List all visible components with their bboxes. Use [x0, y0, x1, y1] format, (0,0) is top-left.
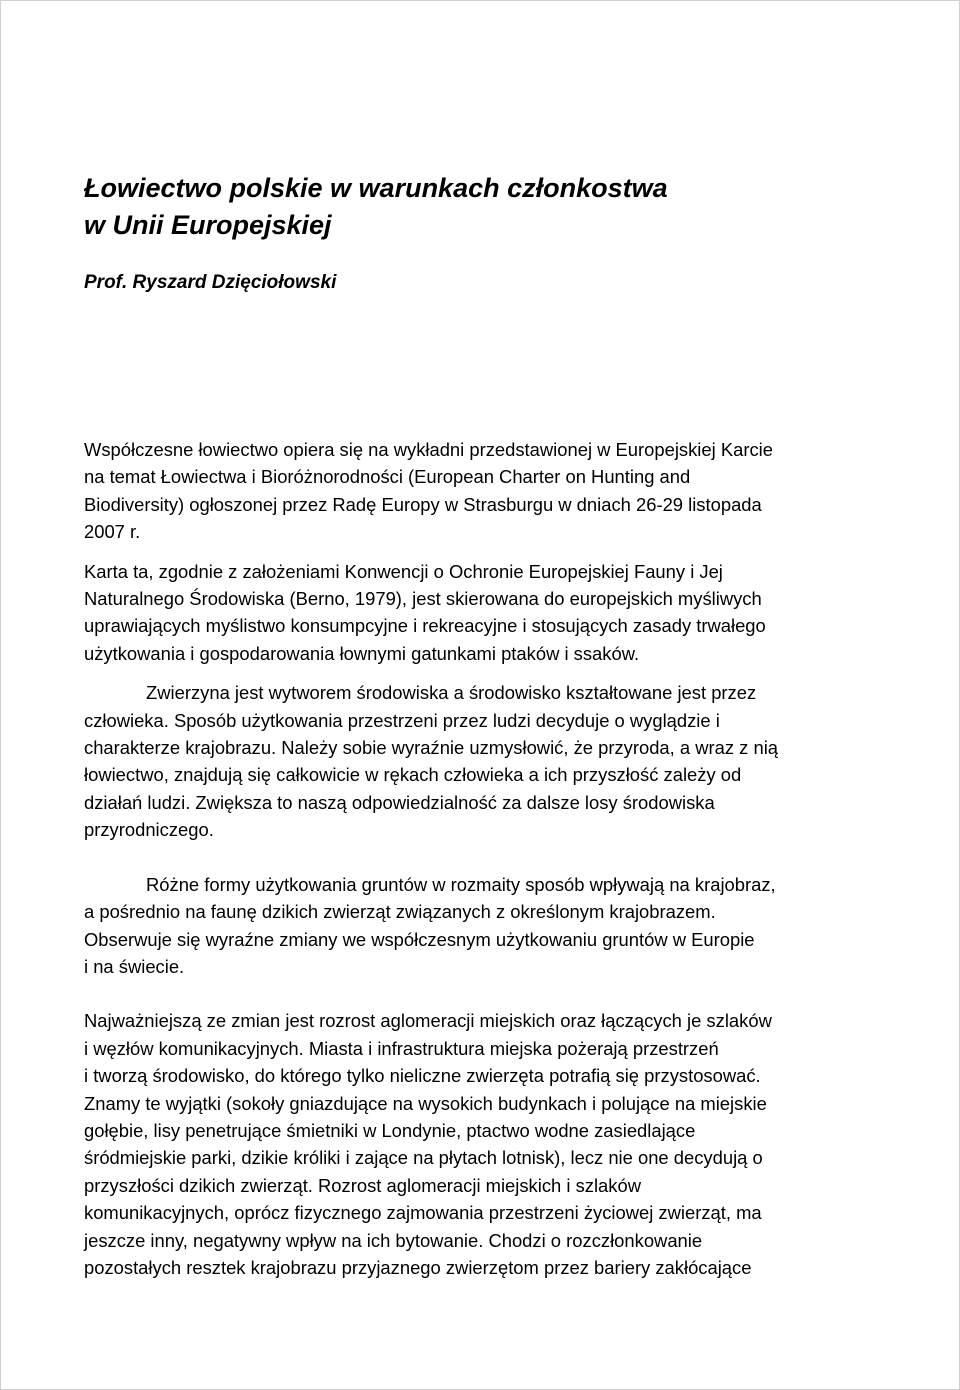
- paragraph: [84, 1007, 884, 1281]
- text-line: gołębie, lisy penetrujące śmietniki w Londynie, ptactwo wodne zasiedlające: [84, 1119, 696, 1141]
- text-line: i tworzą środowisko, do którego tylko nieliczne zwierzęta potrafią się przystosować.: [84, 1065, 761, 1087]
- paragraph: [84, 871, 884, 981]
- text-line: Obserwuje się wyraźne zmiany we współczesnym użytkowaniu gruntów w Europie: [84, 928, 755, 950]
- text-line: przyrodniczego.: [84, 819, 214, 841]
- text-line: Najważniejszą ze zmian jest rozrost aglomeracji miejskich oraz łączących je szlaków: [84, 1010, 772, 1032]
- text-line: na temat Łowiectwa i Bioróżnorodności (European Charter on Hunting and: [84, 466, 691, 488]
- text-line: Naturalnego Środowiska (Berno, 1979), jest skierowana do europejskich myśliwych: [84, 588, 762, 610]
- text-line: komunikacyjnych, oprócz fizycznego zajmowania przestrzeni życiowej zwierząt, ma: [84, 1202, 762, 1224]
- text-line: użytkowania i gospodarowania łownymi gatunkami ptaków i ssaków.: [84, 642, 640, 664]
- paragraph: [84, 558, 884, 668]
- text-line: przyszłości dzikich zwierząt. Rozrost aglomeracji miejskich i szlaków: [84, 1174, 641, 1196]
- text-line: i węzłów komunikacyjnych. Miasta i infrastruktura miejska pożerają przestrzeń: [84, 1037, 719, 1059]
- text-line: Współczesne łowiectwo opiera się na wykładni przedstawionej w Europejskiej Karcie: [84, 439, 773, 460]
- text-line: pozostałych resztek krajobrazu przyjaznego zwierzętom przez bariery zakłócające: [84, 1256, 752, 1278]
- text-line: śródmiejskie parki, dzikie króliki i zające na płytach lotnisk), lecz nie one decydują o: [84, 1147, 763, 1169]
- text-line: Biodiversity) ogłoszonej przez Radę Europy w Strasburgu w dniach 26-29 listopada: [84, 493, 762, 515]
- text-line: a pośrednio na faunę dzikich zwierząt związanych z określonym krajobrazem.: [84, 901, 716, 923]
- text-line: łowiectwo, znajdują się całkowicie w rękach człowieka a ich przyszłość zależy od: [84, 764, 742, 786]
- text-line: Znamy te wyjątki (sokoły gniazdujące na wysokich budynkach i polujące na miejskie: [84, 1092, 767, 1114]
- text-line: 2007 r.: [84, 521, 141, 543]
- paragraph: [84, 436, 884, 546]
- text-line: człowieka. Sposób użytkowania przestrzeni przez ludzi decyduje o wyglądzie i: [84, 709, 720, 731]
- author-name: Prof. Ryszard Dzięciołowski: [84, 272, 337, 293]
- document-title: [84, 170, 884, 244]
- title-line: Łowiectwo polskie w warunkach członkostwa: [84, 173, 668, 203]
- document-body: [84, 170, 884, 1281]
- title-line: w Unii Europejskiej: [84, 210, 332, 240]
- text-line: działań ludzi. Zwiększa to naszą odpowiedzialność za dalsze losy środowiska: [84, 791, 715, 813]
- text-line: charakterze krajobrazu. Należy sobie wyraźnie uzmysłowić, że przyroda, a wraz z nią: [84, 737, 779, 759]
- text-line: uprawiających myślistwo konsumpcyjne i rekreacyjne i stosujących zasady trwałego: [84, 615, 766, 637]
- text-line: Różne formy użytkowania gruntów w rozmaity sposób wpływają na krajobraz,: [146, 873, 776, 895]
- text-line: Zwierzyna jest wytworem środowiska a środowisko kształtowane jest przez: [146, 682, 757, 704]
- text-line: Karta ta, zgodnie z założeniami Konwencji o Ochronie Europejskiej Fauny i Jej: [84, 560, 723, 582]
- paragraph: [84, 679, 884, 843]
- text-line: jeszcze inny, negatywny wpływ na ich bytowanie. Chodzi o rozczłonkowanie: [84, 1229, 703, 1251]
- text-line: i na świecie.: [84, 955, 185, 977]
